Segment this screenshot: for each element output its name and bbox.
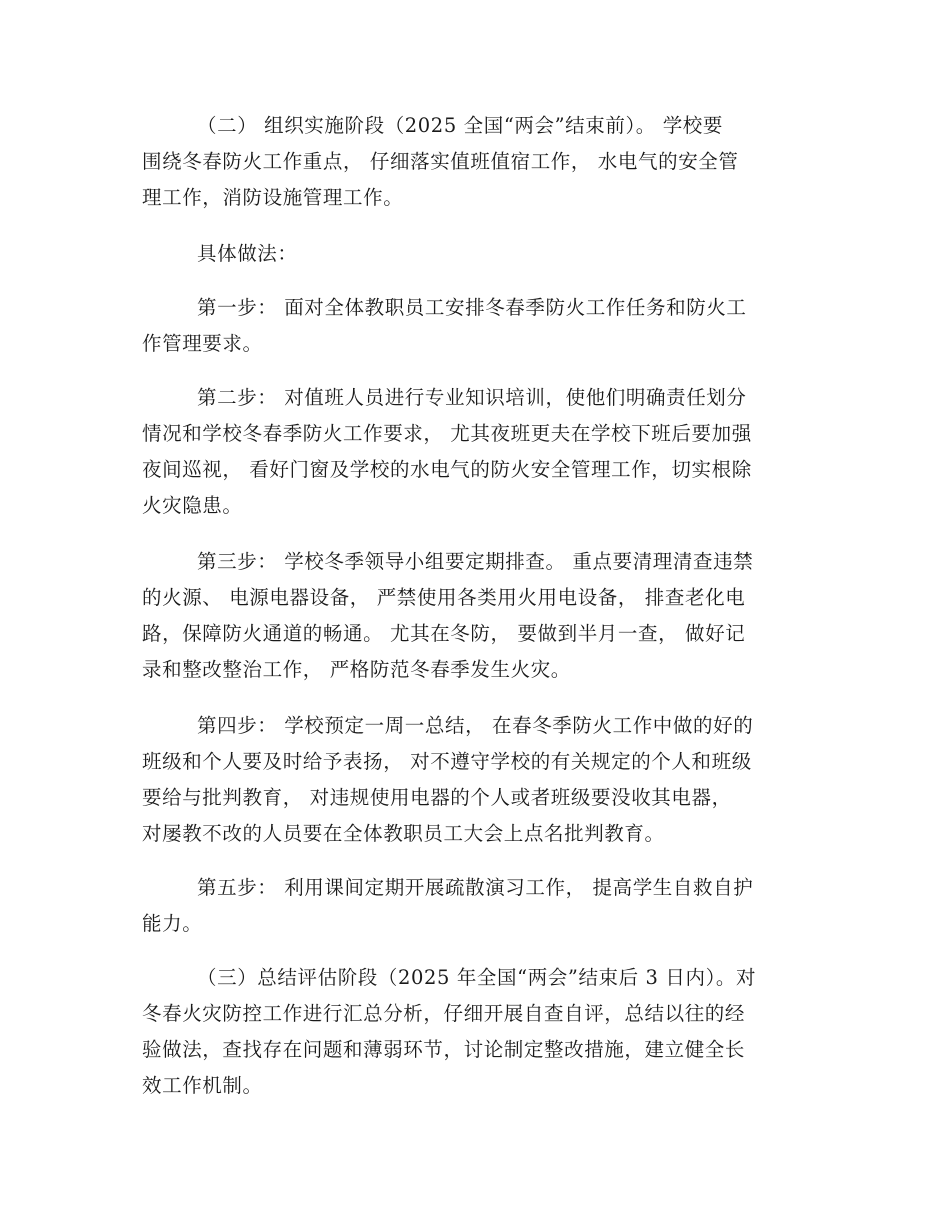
text-line: （二） 组织实施阶段（2025 全国“两会”结束前）。 学校要: [197, 114, 724, 137]
text-line: 要给与批判教育， 对违规使用电器的个人或者班级要没收其电器，: [142, 786, 732, 809]
text-line: 情况和学校冬春季防火工作要求， 尤其夜班更夫在学校下班后要加强: [142, 422, 752, 445]
text-line: 能力。: [142, 912, 203, 935]
text-line: 第一步： 面对全体教职员工安排冬春季防火工作任务和防火工: [197, 296, 747, 319]
text-line: （三）总结评估阶段（2025 年全国“两会”结束后 3 日内）。对: [197, 966, 757, 989]
paragraph-step-four: [142, 708, 812, 852]
text-line: 围绕冬春防火工作重点， 仔细落实值班值宿工作， 水电气的安全管: [142, 150, 739, 173]
text-line: 第五步： 利用课间定期开展疏散演习工作， 提高学生自救自护: [197, 876, 754, 899]
text-line: 录和整改整治工作， 严格防范冬春季发生火灾。: [142, 658, 571, 681]
text-line: 第四步： 学校预定一周一总结， 在春冬季防火工作中做的好的: [197, 714, 754, 737]
text-line: 作管理要求。: [142, 332, 263, 355]
text-line: 具体做法：: [197, 242, 298, 265]
paragraph-step-two: [142, 380, 812, 524]
text-line: 效工作机制。: [142, 1074, 263, 1097]
text-line: 第三步： 学校冬季领导小组要定期排查。 重点要清理清查违禁: [197, 550, 754, 573]
text-line: 夜间巡视， 看好门窗及学校的水电气的防火安全管理工作，切实根除: [142, 458, 752, 481]
text-line: 火灾隐患。: [142, 494, 243, 517]
paragraph-methods-heading: [142, 236, 812, 272]
paragraph-stage-two: [142, 108, 812, 216]
text-line: 对屡教不改的人员要在全体教职员工大会上点名批判教育。: [142, 822, 665, 845]
paragraph-step-one: [142, 290, 812, 362]
paragraph-step-five: [142, 870, 812, 942]
paragraph-step-three: [142, 544, 812, 688]
text-line: 理工作，消防设施管理工作。: [142, 186, 404, 209]
text-line: 冬春火灾防控工作进行汇总分析，仔细开展自查自评，总结以往的经: [142, 1002, 746, 1025]
text-line: 验做法，查找存在问题和薄弱环节，讨论制定整改措施，建立健全长: [142, 1038, 746, 1061]
text-line: 路，保障防火通道的畅通。 尤其在冬防， 要做到半月一查， 做好记: [142, 622, 746, 645]
text-line: 班级和个人要及时给予表扬， 对不遵守学校的有关规定的个人和班级: [142, 750, 752, 773]
text-line: 的火源、 电源电器设备， 严禁使用各类用火用电设备， 排查老化电: [142, 586, 746, 609]
paragraph-stage-three: [142, 960, 812, 1104]
text-line: 第二步： 对值班人员进行专业知识培训，使他们明确责任划分: [197, 386, 747, 409]
